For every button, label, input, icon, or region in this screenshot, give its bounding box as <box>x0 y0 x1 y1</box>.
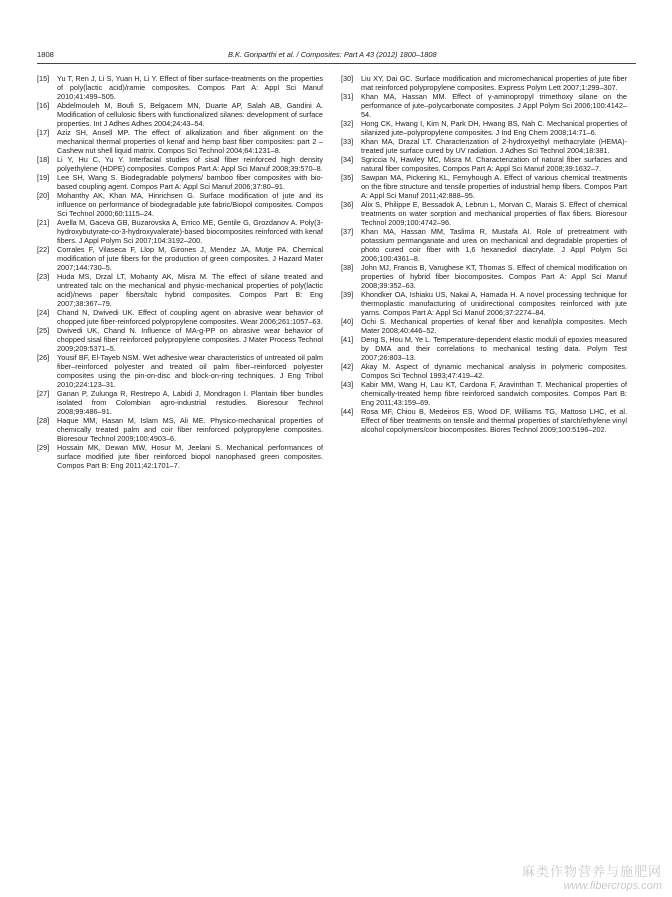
reference-item <box>37 191 323 218</box>
reference-text: Ganan P, Zulunga R, Restrepo A, Labidi J, Mondragon I. Plantain fiber bundles isolated from Colombian agro-industrial restudies. Bioresour Technol 2008;99:486–91. <box>57 389 323 416</box>
reference-item <box>37 128 323 155</box>
reference-text: Liu XY, Dai GC. Surface modification and micromechanical properties of jute fiber mat reinforced polypropylene composites. Express Polym Lett 2007;1:299–307. <box>361 74 627 92</box>
reference-text: Yu T, Ren J, Li S, Yuan H, Li Y. Effect of fiber surface-treatments on the properties of poly(lactic acid)/ramie composites. Compos Part A: Appl Sci Manuf 2010;41:499–505. <box>57 74 323 101</box>
reference-item <box>341 380 627 407</box>
reference-text: Huda MS, Drzal LT, Mohanty AK, Misra M. The effect of silane treated and untreated talc on the mechanical and physic-mechanical properties of poly(lactic acid)/news paper fibers/talc hybrid composites. Compos Part B: Eng 2007;38:367–79. <box>57 272 323 308</box>
reference-number: [22] <box>37 245 50 254</box>
reference-text: Lee SH, Wang S. Biodegradable polymers/ bamboo fiber composites with bio-based coupling agent. Compos Part A: Appl Sci Manuf 2006;37:80–91. <box>57 173 323 191</box>
reference-number: [30] <box>341 74 354 83</box>
reference-text: Khan MA, Hassan MM. Effect of γ-aminopropyl trimethoxy silane on the performance of jute–polycarbonate composites. J Appl Polym Sci 2006;100:4142–54. <box>361 92 627 119</box>
reference-text: Deng S, Hou M, Ye L. Temperature-dependent elastic moduli of epoxies measured by DMA and their correlations to mechanical testing data. Polym Test 2007;26:803–13. <box>361 335 627 362</box>
reference-text: Akay M. Aspect of dynamic mechanical analysis in polymeric composites. Compos Sci Technol 1993;47:419–42. <box>361 362 627 380</box>
running-title: B.K. Goriparthi et al. / Composites: Part A 43 (2012) 1800–1808 <box>228 50 437 59</box>
reference-item <box>37 218 323 245</box>
reference-item <box>37 326 323 353</box>
reference-number: [15] <box>37 74 50 83</box>
reference-number: [24] <box>37 308 50 317</box>
reference-item <box>341 407 627 434</box>
watermark-url: www.fibercrops.com <box>563 880 662 892</box>
reference-item <box>341 290 627 317</box>
reference-number: [19] <box>37 173 50 182</box>
reference-text: Hong CK, Hwang I, Kim N, Park DH, Hwang BS, Nah C. Mechanical properties of silanized jute–polypropylene composites. J Ind Eng Chem 2008;14:71–6. <box>361 119 627 137</box>
reference-text: Ochi S. Mechanical properties of kenaf fiber and kenaf/pla composites. Mech Mater 2008;40:446–52. <box>361 317 627 335</box>
reference-number: [43] <box>341 380 354 389</box>
reference-item <box>37 173 323 191</box>
reference-number: [29] <box>37 443 50 452</box>
reference-number: [39] <box>341 290 354 299</box>
reference-text: Avella M, Gaceva GB, Buzarovska A, Errico ME, Gentile G, Grozdanov A. Poly(3-hydroxybutyrate-co-3-hydroxyvalerate)-based biocomposites reinforced with kenaf fibers. J Appl Polym Sci 2007;104:3192–200. <box>57 218 323 245</box>
reference-item <box>37 443 323 470</box>
reference-text: Chand N, Dwivedi UK. Effect of coupling agent on abrasive wear behavior of chopped jute fiber-reinforced polypropylene composites. Wear 2006;261:1057–63. <box>57 308 323 326</box>
reference-number: [38] <box>341 263 354 272</box>
reference-item <box>37 353 323 389</box>
reference-number: [36] <box>341 200 354 209</box>
reference-item <box>37 416 323 443</box>
reference-item <box>341 119 627 137</box>
reference-number: [27] <box>37 389 50 398</box>
reference-item <box>341 74 627 92</box>
reference-text: Rosa MF, Chiou B, Medeiros ES, Wood DF, Williams TG, Mattoso LHC, et al. Effect of fiber treatments on tensile and thermal properties of starch/ethylene vinyl alcohol copolymers/coir biocomposites. Biores Technol 2009;100:5196–202. <box>361 407 627 434</box>
reference-item <box>341 92 627 119</box>
reference-number: [25] <box>37 326 50 335</box>
reference-item <box>341 317 627 335</box>
reference-number: [28] <box>37 416 50 425</box>
reference-item <box>341 263 627 290</box>
reference-text: Alix S, Philippe E, Bessadok A, Lebrun L, Morvan C, Marais S. Effect of chemical treatments on water sorption and mechanical properties of flax fibers. Bioresour Technol 2009;100:4742–96. <box>361 200 627 227</box>
reference-text: Aziz SH, Ansell MP. The effect of alkalization and fiber alignment on the mechanical thermal properties of kenaf and hemp bast fiber composites: part 2 – Cashew nut shell liquid matrix. Compos Sci Technol 2004;64:1231–8. <box>57 128 323 155</box>
reference-text: John MJ, Francis B, Varughese KT, Thomas S. Effect of chemical modification on properties of hybrid fiber biocomposites. Compos Part A: Appl Sci Manuf 2008;39:352–63. <box>361 263 627 290</box>
reference-number: [21] <box>37 218 50 227</box>
reference-item <box>341 155 627 173</box>
reference-text: Kabir MM, Wang H, Lau KT, Cardona F, Aravinthan T. Mechanical properties of chemically-treated hemp fibre reinforced sandwich composites. Compos Part B: Eng 2011;43:159–69. <box>361 380 627 407</box>
reference-item <box>341 137 627 155</box>
reference-number: [20] <box>37 191 50 200</box>
watermark-site-name: 麻类作物营养与施肥网 <box>521 864 662 879</box>
reference-item <box>341 362 627 380</box>
reference-text: Abdelmouleh M, Boufi S, Belgacem MN, Duarte AP, Salah AB, Gandini A. Modification of cellulosic fibers with functionalized silanes: development of surface properties. Int J Adhes Adhes 2004;24:43–54. <box>57 101 323 128</box>
reference-item <box>341 335 627 362</box>
reference-text: Dwivedi UK, Chand N. Influence of MA-g-PP on abrasive wear behavior of chopped sisal fiber reinforced polypropylene composites. J Mater Process Technol 2009;209:5371–5. <box>57 326 323 353</box>
reference-text: Sgriccia N, Hawley MC, Misra M. Characterization of natural fiber surfaces and natural fiber composites. Compos Part A: Appl Sci Manuf 2008;39:1632–7. <box>361 155 627 173</box>
reference-text: Mohanthy AK, Khan MA, Hinrichsen G. Surface modification of jute and its influence on performance of biodegradable jute fabric/Biopol composites. Compos Sci Technol 2000;60:1115–24. <box>57 191 323 218</box>
reference-number: [35] <box>341 173 354 182</box>
references-left-column <box>37 74 323 470</box>
reference-text: Khan MA, Drazal LT. Characterization of 2-hydroxyethyl methacrylate (HEMA)-treated jute surface cured by UV radiation. J Adhes Sci Technol 2004;18:381. <box>361 137 627 155</box>
reference-number: [40] <box>341 317 354 326</box>
reference-number: [37] <box>341 227 354 236</box>
reference-number: [17] <box>37 128 50 137</box>
reference-item <box>37 245 323 272</box>
reference-item <box>341 227 627 263</box>
reference-text: Hossain MK, Dewan MW, Hosur M, Jeelani S. Mechanical performances of surface modified jute fiber reinforced biopol nanophased green composites. Compos Part B: Eng 2011;42:1701–7. <box>57 443 323 470</box>
reference-number: [18] <box>37 155 50 164</box>
site-watermark <box>522 864 662 893</box>
reference-text: Sawpan MA, Pickering KL, Fernyhough A. Effect of various chemical treatments on the fibre structure and tensile properties of industrial hemp fibers. Compos Part A: Appl Sci Manuf 2011;42:888–95. <box>361 173 627 200</box>
reference-text: Li Y, Hu C, Yu Y. Interfacial studies of sisal fiber reinforced high density polyethylene (HDPE) composites. Compos Part A: Appl Sci Manuf 2008;39:570–8. <box>57 155 323 173</box>
reference-number: [44] <box>341 407 354 416</box>
reference-item <box>37 389 323 416</box>
reference-number: [32] <box>341 119 354 128</box>
reference-text: Haque MM, Hasan M, Islam MS, Ali ME. Physico-mechanical properties of chemically treated palm and coir fiber reinforced polypropylene composites. Bioresour Technol 2009;100:4903–6. <box>57 416 323 443</box>
reference-text: Khan MA, Hassan MM, Taslima R, Mustafa AI. Role of pretreatment with potassium permanganate and urea on mechanical and degradable properties of photo cured coir fiber with 1,6 hexanediol diacrylate. J Appl Polym Sci 2006;100:4361–8. <box>361 227 627 263</box>
reference-number: [31] <box>341 92 354 101</box>
reference-item <box>37 101 323 128</box>
reference-number: [34] <box>341 155 354 164</box>
reference-item <box>37 155 323 173</box>
page-number: 1808 <box>37 50 54 59</box>
reference-item <box>37 74 323 101</box>
reference-text: Khondker OA, Ishiaku US, Nakai A, Hamada H. A novel processing technique for thermoplastic manufacturing of unidirectional composites reinforced with jute yarns. Compos Part A: Appl Sci Manuf 2006;37:2274–84. <box>361 290 627 317</box>
reference-number: [33] <box>341 137 354 146</box>
reference-item <box>37 272 323 308</box>
reference-number: [41] <box>341 335 354 344</box>
reference-number: [16] <box>37 101 50 110</box>
reference-text: Corrales F, Vilaseca F, Llop M, Girones J, Mendez JA, Mutje PA. Chemical modification of jute fibers for the production of green composites. J Hazard Mater 2007;144:730–5. <box>57 245 323 272</box>
references-right-column <box>341 74 627 434</box>
reference-item <box>341 200 627 227</box>
reference-number: [23] <box>37 272 50 281</box>
header-rule <box>37 63 636 64</box>
reference-number: [26] <box>37 353 50 362</box>
reference-item <box>37 308 323 326</box>
reference-item <box>341 173 627 200</box>
reference-number: [42] <box>341 362 354 371</box>
reference-text: Yousif BF, El-Tayeb NSM. Wet adhesive wear characteristics of untreated oil palm fiber–reinforced polyester and treated oil palm fiber–reinforced polyester composites using the pin-on-disc and block-on-ring techniques. J Eng Tribol 2010;224:123–31. <box>57 353 323 389</box>
